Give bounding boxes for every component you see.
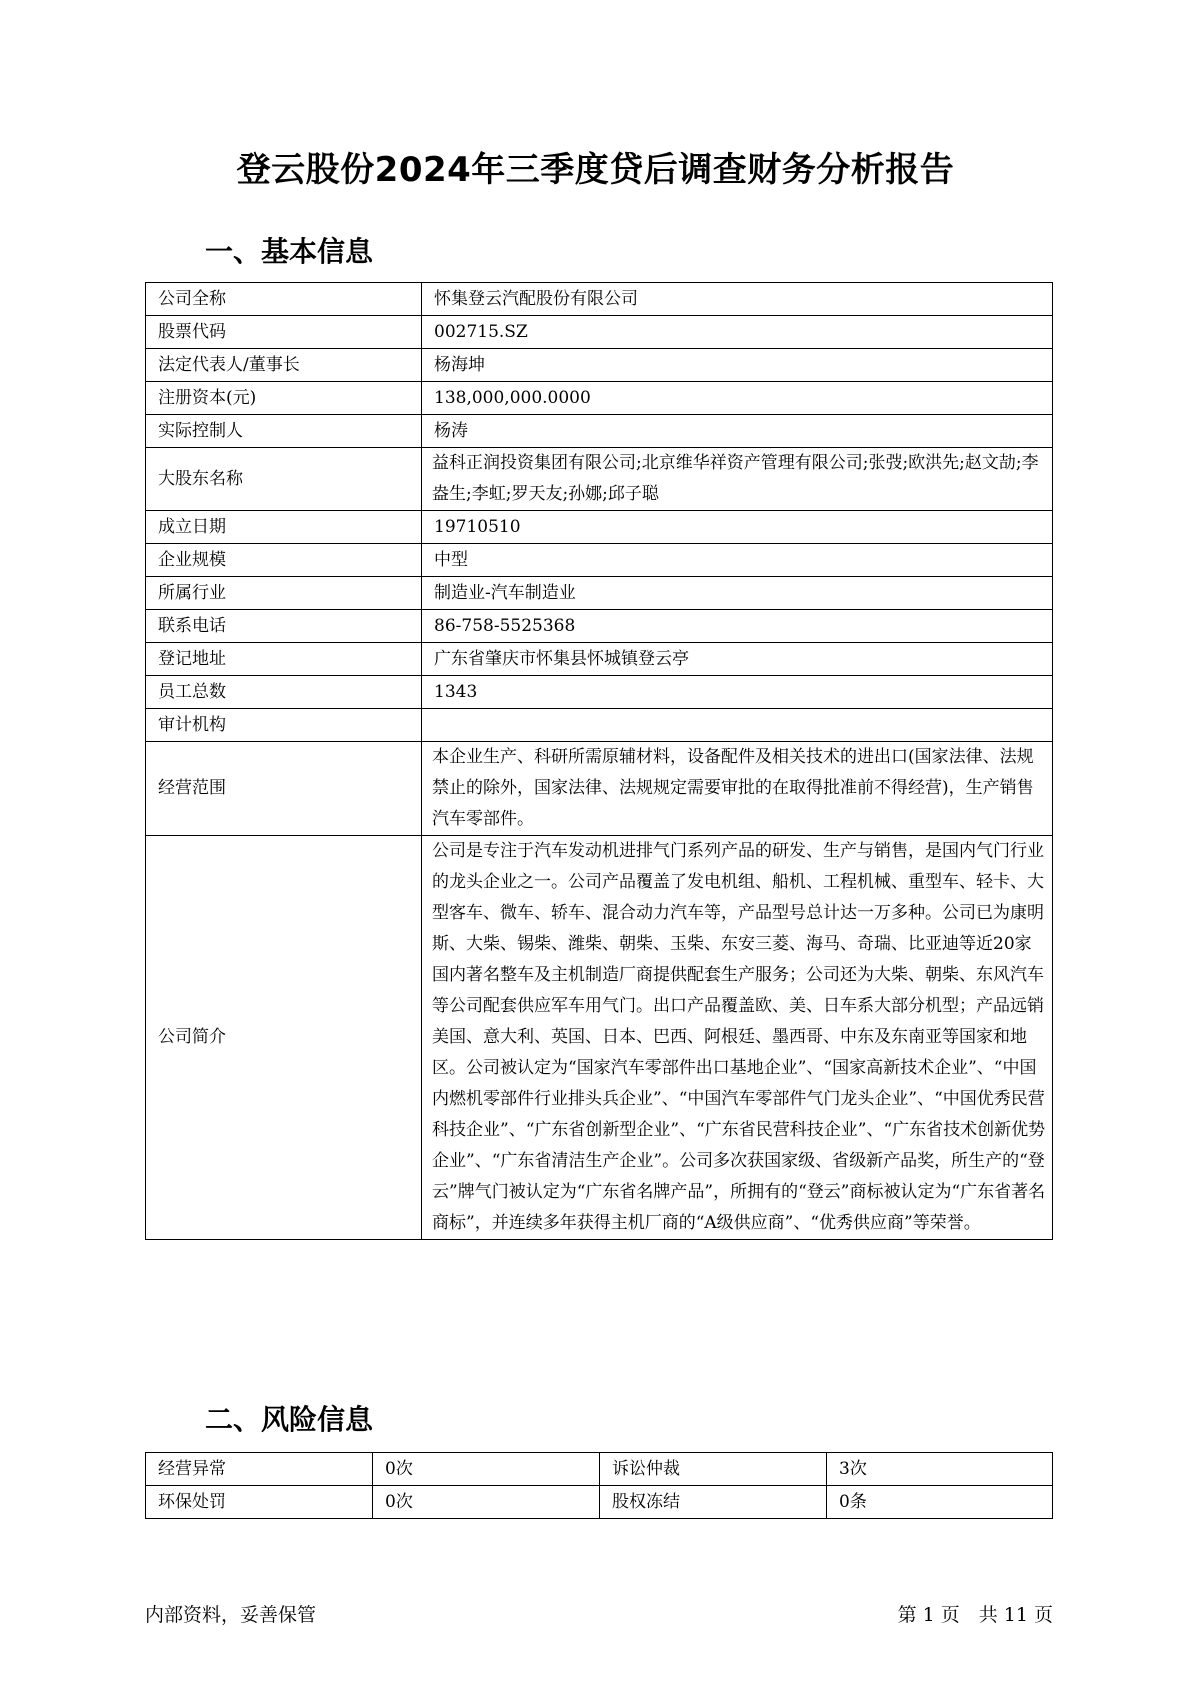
- field-label: 企业规模: [146, 544, 422, 577]
- field-value: 制造业-汽车制造业: [422, 577, 1053, 610]
- field-value: 0条: [827, 1486, 1053, 1519]
- field-label: 联系电话: [146, 610, 422, 643]
- report-title: 登云股份2024年三季度贷后调查财务分析报告: [236, 150, 955, 190]
- field-value: 杨涛: [422, 415, 1053, 448]
- table-row: [146, 316, 1053, 349]
- section-heading-basic-info: 一、基本信息: [205, 235, 374, 268]
- field-value: [422, 709, 1053, 742]
- field-label: 所属行业: [146, 577, 422, 610]
- field-value: 杨海坤: [422, 349, 1053, 382]
- field-label: 实际控制人: [146, 415, 422, 448]
- field-value: 1343: [422, 676, 1053, 709]
- table-row: [146, 643, 1053, 676]
- table-row: [146, 283, 1053, 316]
- risk-info-table: [145, 1452, 1053, 1519]
- table-row: [146, 1486, 1053, 1519]
- field-label: 公司简介: [146, 836, 422, 1240]
- table-row: [146, 676, 1053, 709]
- field-label: 经营范围: [146, 742, 422, 836]
- page-number: 第 1 页 共 11 页: [897, 1604, 1053, 1626]
- field-label: 审计机构: [146, 709, 422, 742]
- table-row: [146, 382, 1053, 415]
- field-value: 0次: [373, 1486, 600, 1519]
- field-label: 股权冻结: [600, 1486, 827, 1519]
- table-row: [146, 577, 1053, 610]
- field-label: 成立日期: [146, 511, 422, 544]
- table-row: [146, 448, 1053, 511]
- field-value: 138,000,000.0000: [422, 382, 1053, 415]
- table-row: [146, 742, 1053, 836]
- field-label: 股票代码: [146, 316, 422, 349]
- table-row: [146, 544, 1053, 577]
- field-value: 0次: [373, 1453, 600, 1486]
- field-value: 19710510: [422, 511, 1053, 544]
- field-value: 怀集登云汽配股份有限公司: [422, 283, 1053, 316]
- table-row: [146, 349, 1053, 382]
- field-value: 公司是专注于汽车发动机进排气门系列产品的研发、生产与销售，是国内气门行业的龙头企业之一。公司产品覆盖了发电机组、船机、工程机械、重型车、轻卡、大型客车、微车、轿车、混合动力汽车等，产品型号总计达一万多种。公司已为康明斯、大柴、锡柴、潍柴、朝柴、玉柴、东安三菱、海马、奇瑞、比亚迪等近20家国内著名整车及主机制造厂商提供配套生产服务；公司还为大柴、朝柴、东风汽车等公司配套供应军车用气门。出口产品覆盖欧、美、日车系大部分机型；产品远销美国、意大利、英国、日本、巴西、阿根廷、墨西哥、中东及东南亚等国家和地区。公司被认定为“国家汽车零部件出口基地企业”、“国家高新技术企业”、“中国内燃机零部件行业排头兵企业”、“中国汽车零部件气门龙头企业”、“中国优秀民营科技企业”、“广东省创新型企业”、“广东省民营科技企业”、“广东省技术创新优势企业”、“广东省清洁生产企业”。公司多次获国家级、省级新产品奖，所生产的“登云”牌气门被认定为“广东省名牌产品”，所拥有的“登云”商标被认定为“广东省著名商标”，并连续多年获得主机厂商的“A级供应商”、“优秀供应商”等荣誉。: [422, 836, 1053, 1240]
- table-row: [146, 511, 1053, 544]
- field-value: 中型: [422, 544, 1053, 577]
- table-row: [146, 610, 1053, 643]
- field-label: 大股东名称: [146, 448, 422, 511]
- field-label: 注册资本(元): [146, 382, 422, 415]
- field-label: 公司全称: [146, 283, 422, 316]
- table-row: [146, 415, 1053, 448]
- section-heading-risk-info: 二、风险信息: [205, 1403, 374, 1436]
- field-label: 员工总数: [146, 676, 422, 709]
- field-value: 广东省肇庆市怀集县怀城镇登云亭: [422, 643, 1053, 676]
- field-value: 86-758-5525368: [422, 610, 1053, 643]
- field-value: 3次: [827, 1453, 1053, 1486]
- field-label: 法定代表人/董事长: [146, 349, 422, 382]
- field-label: 诉讼仲裁: [600, 1453, 827, 1486]
- field-label: 登记地址: [146, 643, 422, 676]
- field-label: 经营异常: [146, 1453, 373, 1486]
- table-row: [146, 709, 1053, 742]
- field-label: 环保处罚: [146, 1486, 373, 1519]
- table-row: [146, 836, 1053, 1240]
- footer-confidential-note: 内部资料，妥善保管: [145, 1604, 317, 1626]
- table-row: [146, 1453, 1053, 1486]
- field-value: 002715.SZ: [422, 316, 1053, 349]
- field-value: 本企业生产、科研所需原辅材料，设备配件及相关技术的进出口(国家法律、法规禁止的除外，国家法律、法规规定需要审批的在取得批准前不得经营)，生产销售汽车零部件。: [422, 742, 1053, 836]
- basic-info-table: [145, 282, 1053, 1240]
- field-value: 益科正润投资集团有限公司;北京维华祥资产管理有限公司;张弢;欧洪先;赵文劼;李盎生;李虹;罗天友;孙娜;邱子聪: [422, 448, 1053, 511]
